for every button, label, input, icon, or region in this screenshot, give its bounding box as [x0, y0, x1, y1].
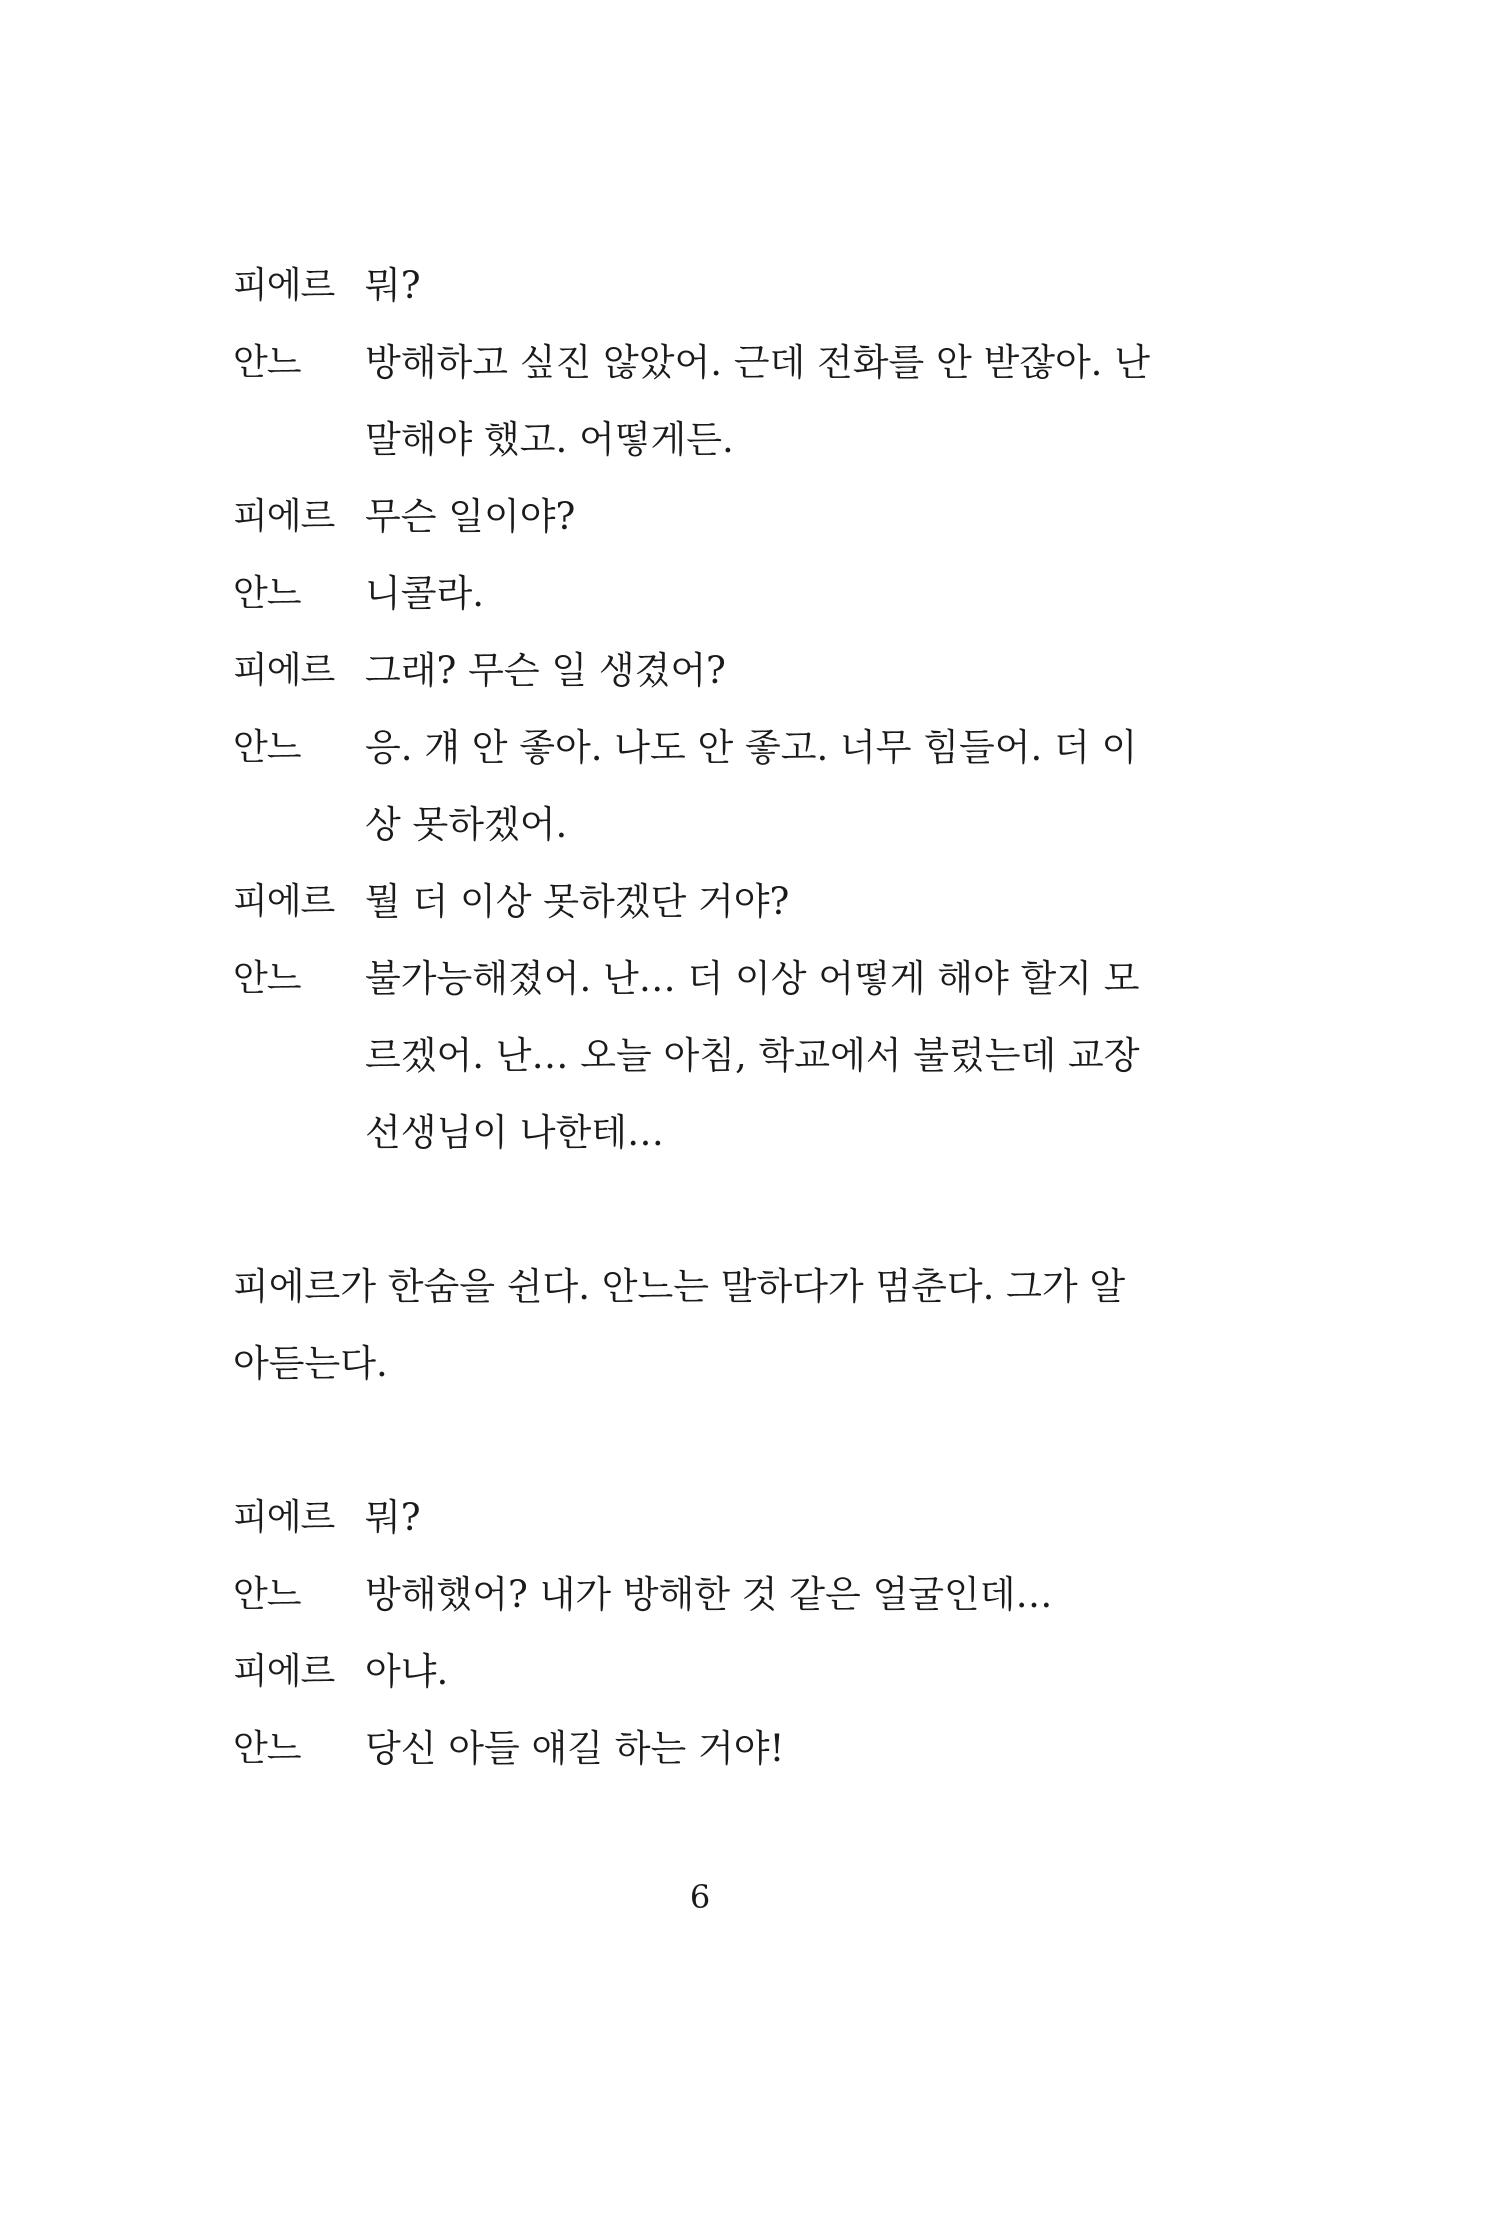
speaker-name: 피에르	[233, 1497, 335, 1538]
page-content	[233, 247, 1233, 1787]
speech-line: 말해야 했고. 어떻게든.	[365, 418, 734, 461]
speech-text	[365, 324, 1175, 478]
speech-text	[365, 1633, 1175, 1710]
stage-direction	[233, 1248, 1183, 1402]
speaker-name: 안느	[233, 342, 301, 383]
speaker-name: 피에르	[233, 650, 335, 691]
speech-line: 뭘 더 이상 못하겠단 거야?	[365, 880, 790, 923]
speech-text	[365, 863, 1175, 940]
speech-text	[365, 1556, 1175, 1633]
dialogue-line	[233, 324, 1233, 478]
stage-direction-line: 피에르가 한숨을 쉰다. 안느는 말하다가 멈춘다. 그가 알	[233, 1265, 1126, 1308]
speech-line: 르겠어. 난… 오늘 아침, 학교에서 불렀는데 교장	[365, 1034, 1140, 1077]
dialogue-line	[233, 863, 1233, 940]
dialogue-line	[233, 1633, 1233, 1710]
speech-line: 방해했어? 내가 방해한 것 같은 얼굴인데…	[365, 1573, 1053, 1616]
dialogue-line	[233, 1479, 1233, 1556]
speech-text	[365, 1479, 1175, 1556]
speaker-name: 피에르	[233, 1651, 335, 1692]
speaker-name: 안느	[233, 727, 301, 768]
speech-text	[365, 555, 1175, 632]
dialogue-line	[233, 478, 1233, 555]
speech-line: 당신 아들 얘길 하는 거야!	[365, 1727, 785, 1770]
speech-text	[365, 478, 1175, 555]
dialogue-line	[233, 632, 1233, 709]
speech-line: 니콜라.	[365, 572, 484, 615]
speech-text	[365, 940, 1175, 1171]
speech-line: 무슨 일이야?	[365, 495, 576, 538]
speech-line: 아냐.	[365, 1650, 449, 1693]
speaker-name: 피에르	[233, 265, 335, 306]
dialogue-block	[233, 247, 1233, 1171]
speech-line: 뭐?	[365, 264, 421, 307]
speech-line: 응. 걔 안 좋아. 나도 안 좋고. 너무 힘들어. 더 이	[365, 726, 1138, 769]
dialogue-line	[233, 1556, 1233, 1633]
dialogue-line	[233, 940, 1233, 1171]
stage-direction-line: 아듣는다.	[233, 1342, 388, 1385]
dialogue-line	[233, 555, 1233, 632]
speaker-name: 피에르	[233, 881, 335, 922]
speaker-name: 안느	[233, 573, 301, 614]
dialogue-line	[233, 247, 1233, 324]
speech-text	[365, 247, 1175, 324]
speech-line: 선생님이 나한테…	[365, 1111, 664, 1154]
speech-line: 상 못하겠어.	[365, 803, 568, 846]
dialogue-line	[233, 1710, 1233, 1787]
speech-text	[365, 709, 1175, 863]
speech-text	[365, 632, 1175, 709]
speaker-name: 안느	[233, 1728, 301, 1769]
speech-line: 뭐?	[365, 1496, 421, 1539]
speaker-name: 안느	[233, 958, 301, 999]
speech-text	[365, 1710, 1175, 1787]
dialogue-line	[233, 709, 1233, 863]
page-number: 6	[689, 1878, 711, 1916]
speech-line: 불가능해졌어. 난… 더 이상 어떻게 해야 할지 모	[365, 957, 1140, 1000]
speech-line: 그래? 무슨 일 생겼어?	[365, 649, 726, 692]
speaker-name: 안느	[233, 1574, 301, 1615]
dialogue-block	[233, 1479, 1233, 1787]
speaker-name: 피에르	[233, 496, 335, 537]
speech-line: 방해하고 싶진 않았어. 근데 전화를 안 받잖아. 난	[365, 341, 1150, 384]
